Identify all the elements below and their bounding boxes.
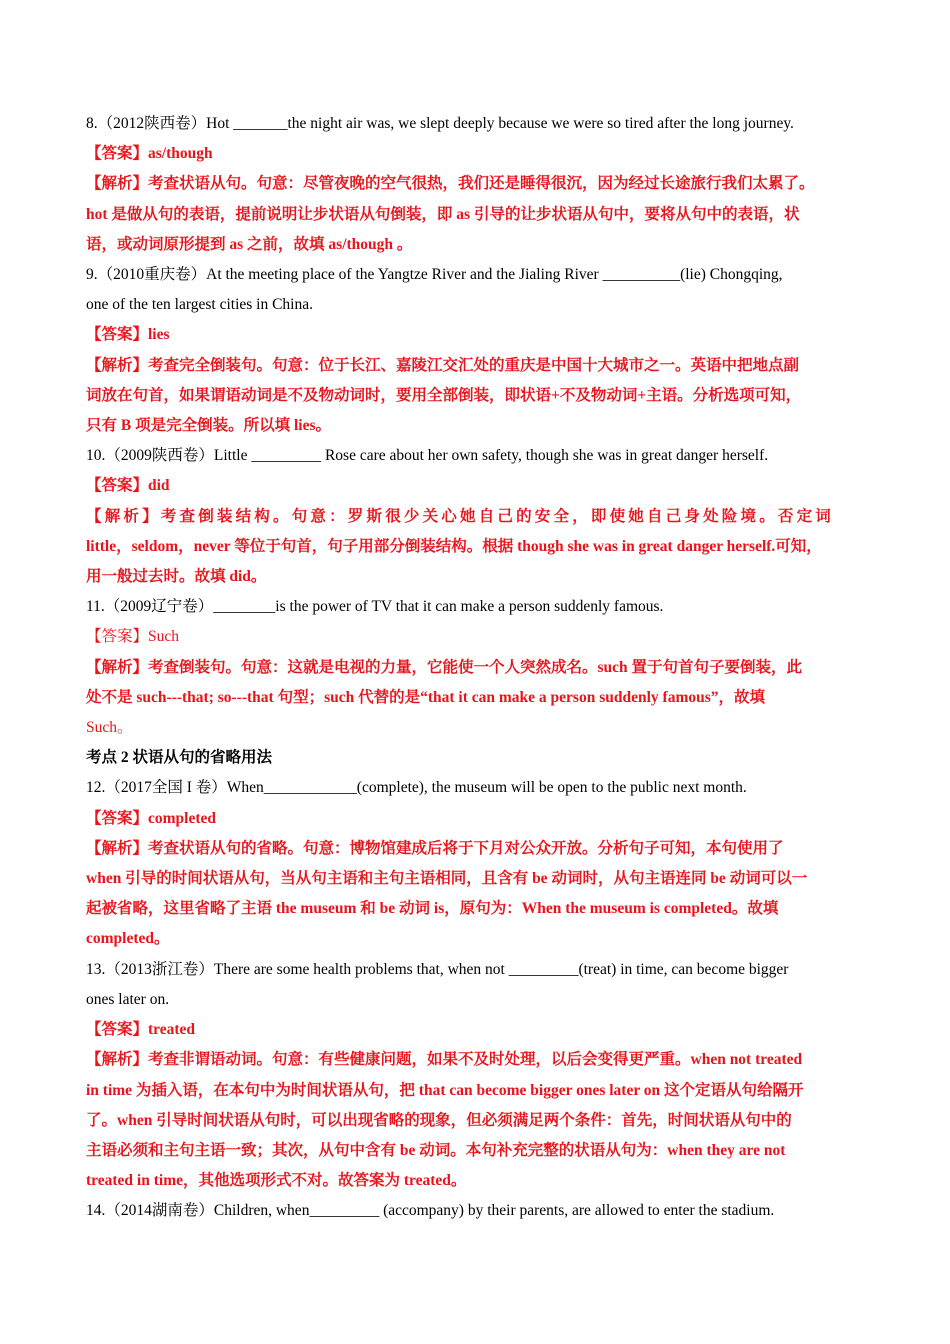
question-13-line-1: 13.（2013浙江卷）There are some health problems that, when not _________(treat) in time, can become bigger <box>86 960 789 978</box>
answer-13: 【答案】treated <box>86 1021 196 1039</box>
explanation-10-line-1: 【解析】考查倒装结构。句意：罗斯很少关心她自己的安全，即使她自己身处险境。否定词 <box>86 507 835 525</box>
question-9-line-2: one of the ten largest cities in China. <box>86 296 313 314</box>
explanation-9-line-3: 只有 B 项是完全倒装。所以填 lies。 <box>86 417 331 435</box>
answer-12: 【答案】completed <box>86 809 217 827</box>
explanation-12-line-3: 起被省略，这里省略了主语 the museum 和 be 动词 is，原句为：When the museum is completed。故填 <box>86 900 779 918</box>
explanation-13-line-5: treated in time，其他选项形式不对。故答案为 treated。 <box>86 1172 467 1190</box>
answer-11: 【答案】Such <box>86 628 180 646</box>
explanation-12-line-1: 【解析】考查状语从句的省略。句意：博物馆建成后将于下月对公众开放。分析句子可知，本句使用了 <box>86 839 784 857</box>
answer-9: 【答案】lies <box>86 326 170 344</box>
explanation-13-line-2: in time 为插入语，在本句中为时间状语从句，把 that can become bigger ones later on 这个定语从句给隔开 <box>86 1081 804 1099</box>
question-11: 11.（2009辽宁卷）________is the power of TV that it can make a person suddenly famous. <box>86 598 664 616</box>
explanation-8-line-2: hot 是做从句的表语，提前说明让步状语从句倒装，即 as 引导的让步状语从句中，要将从句中的表语，状 <box>86 205 800 223</box>
question-10: 10.（2009陕西卷）Little _________ Rose care about her own safety, though she was in great danger herself. <box>86 447 769 465</box>
question-12: 12.（2017全国 I 卷）When____________(complete), the museum will be open to the public next month. <box>86 779 747 797</box>
answer-10: 【答案】did <box>86 477 170 495</box>
explanation-8-line-1: 【解析】考查状语从句。句意：尽管夜晚的空气很热，我们还是睡得很沉，因为经过长途旅行我们太累了。 <box>86 175 815 193</box>
explanation-9-line-2: 词放在句首，如果谓语动词是不及物动词时，要用全部倒装，即状语+不及物动词+主语。分析选项可知， <box>86 386 802 404</box>
question-14: 14.（2014湖南卷）Children, when_________ (accompany) by their parents, are allowed to enter the stadium. <box>86 1202 775 1220</box>
question-8: 8.（2012陕西卷）Hot _______the night air was, we slept deeply because we were so tired after the long journey. <box>86 115 794 132</box>
explanation-12-line-4: completed。 <box>86 930 170 948</box>
explanation-10-line-3: 用一般过去时。故填 did。 <box>86 568 267 586</box>
explanation-11-line-2: 处不是 such---that; so---that 句型；such 代替的是“that it can make a person suddenly famous”，故填 <box>86 688 766 706</box>
explanation-10-line-2: little，seldom，never 等位于句首，句子用部分倒装结构。根据 though she was in great danger herself.可知， <box>86 537 822 555</box>
answer-8: 【答案】as/though <box>86 145 213 163</box>
question-13-line-2: ones later on. <box>86 990 170 1008</box>
explanation-9-line-1: 【解析】考查完全倒装句。句意：位于长江、嘉陵江交汇处的重庆是中国十大城市之一。英语中把地点副 <box>86 356 800 374</box>
section-heading: 考点 2 状语从句的省略用法 <box>86 749 273 767</box>
explanation-11-line-1: 【解析】考查倒装句。句意：这就是电视的力量，它能使一个人突然成名。such 置于句首句子要倒装，此 <box>86 658 803 676</box>
explanation-8-line-3: 语，或动词原形提到 as 之前，故填 as/though 。 <box>86 235 413 253</box>
explanation-13-line-3: 了。when 引导时间状语从句时，可以出现省略的现象，但必须满足两个条件：首先，时间状语从句中的 <box>86 1111 792 1129</box>
question-9-line-1: 9.（2010重庆卷）At the meeting place of the Yangtze River and the Jialing River __________(lie) Chongqing, <box>86 266 783 284</box>
explanation-13-line-1: 【解析】考查非谓语动词。句意：有些健康问题，如果不及时处理，以后会变得更严重。when not treated <box>86 1051 803 1069</box>
explanation-11-line-3: Such。 <box>86 719 133 737</box>
document-page <box>86 109 874 1227</box>
explanation-13-line-4: 主语必须和主句主语一致；其次，从句中含有 be 动词。本句补充完整的状语从句为：when they are not <box>86 1141 786 1159</box>
explanation-12-line-2: when 引导的时间状语从句，当从句主语和主句主语相同，且含有 be 动词时，从句主语连同 be 动词可以一 <box>86 870 808 888</box>
